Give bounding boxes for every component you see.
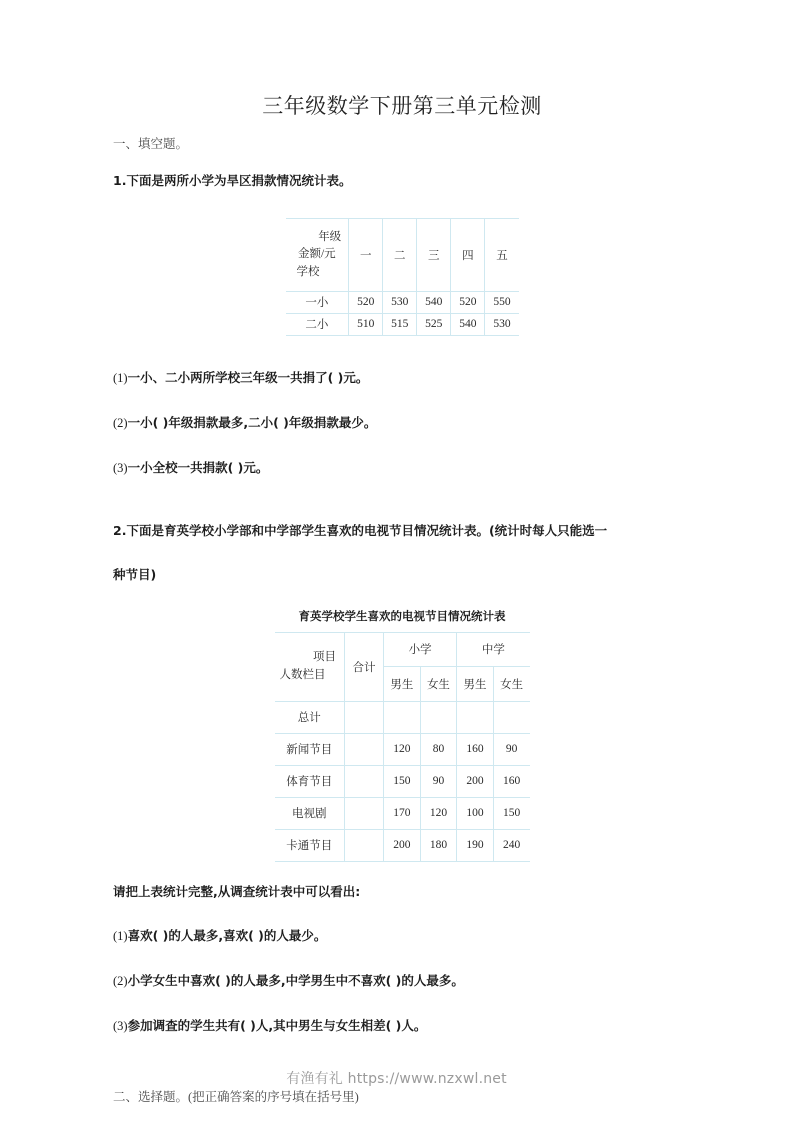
tv-total-cell: [345, 829, 384, 861]
tv-data-cell: 90: [493, 733, 529, 765]
tv-data-cell: 180: [420, 829, 457, 861]
table-row: [286, 291, 519, 313]
table-header-row-top: [275, 632, 530, 667]
corner-count-label: 人数栏目: [279, 668, 326, 681]
tv-total-cell: [345, 797, 384, 829]
donation-cell: 520: [451, 291, 485, 313]
column-header-grade-4: 四: [451, 218, 485, 291]
table-row: [286, 313, 519, 335]
donation-cell: 540: [451, 313, 485, 335]
page-content: [113, 93, 691, 1122]
donation-cell: 525: [417, 313, 451, 335]
column-group-middle: 中学: [457, 632, 530, 667]
row-label-sports: 体育节目: [275, 765, 345, 797]
tv-data-cell: 120: [384, 733, 421, 765]
table-row: [275, 797, 530, 829]
tv-data-cell: 190: [457, 829, 494, 861]
row-label-school-2: 二小: [286, 313, 349, 335]
section-one-heading: 一、填空题。: [113, 137, 189, 152]
tv-data-cell: 150: [493, 797, 529, 829]
question-2-prompt-line-1: 2.下面是育英学校小学部和中学部学生喜欢的电视节目情况统计表。(统计时每人只能选一: [113, 523, 608, 539]
q1-sub-2: [113, 411, 691, 435]
donation-cell: 530: [383, 291, 417, 313]
donations-corner-cell: [286, 218, 349, 291]
table-row: [275, 733, 530, 765]
question-1-prompt: 1.下面是两所小学为旱区捐款情况统计表。: [113, 172, 352, 188]
corner-amount-label: 金额/元: [297, 248, 336, 261]
row-label-school-1: 一小: [286, 291, 349, 313]
donation-cell: 540: [417, 291, 451, 313]
q2-sub-1-num: (1): [113, 928, 128, 943]
corner-grade-label: 年级: [318, 231, 342, 244]
q2-instruction: 请把上表统计完整,从调查统计表中可以看出:: [113, 883, 361, 899]
column-header-grade-5: 五: [485, 218, 519, 291]
donation-cell: 530: [485, 313, 519, 335]
table-row: [275, 765, 530, 797]
tv-table-title: 育英学校学生喜欢的电视节目情况统计表: [298, 608, 506, 623]
row-label-cartoon: 卡通节目: [275, 829, 345, 861]
corner-school-label: 学校: [296, 265, 320, 278]
q2-sub-1-text: 喜欢( )的人最多,喜欢( )的人最少。: [127, 927, 327, 943]
tv-data-cell: 170: [384, 797, 421, 829]
tv-data-cell: [420, 701, 457, 733]
table-header-row: [286, 218, 519, 291]
q1-sub-3: [113, 456, 691, 480]
tv-total-cell: [345, 765, 384, 797]
donation-cell: 550: [485, 291, 519, 313]
tv-data-cell: 200: [384, 829, 421, 861]
question-2-prompt-line-2: 种节目): [113, 567, 157, 583]
q2-sub-2-num: (2): [113, 973, 128, 988]
column-header-grade-3: 三: [417, 218, 451, 291]
tv-data-cell: [384, 701, 421, 733]
corner-item-label: 项目: [313, 650, 337, 663]
column-group-primary: 小学: [384, 632, 457, 667]
spacer: [113, 501, 691, 519]
q2-sub-1: [113, 924, 691, 948]
page-title: 三年级数学下册第三单元检测: [262, 94, 542, 118]
donation-cell: 510: [349, 313, 383, 335]
column-header-grade-2: 二: [383, 218, 417, 291]
row-label-drama: 电视剧: [275, 797, 345, 829]
tv-data-cell: 240: [493, 829, 529, 861]
spacer: [113, 208, 691, 218]
section-two-heading: 二、选择题。(把正确答案的序号填在括号里): [113, 1090, 359, 1105]
tv-data-cell: 160: [493, 765, 529, 797]
donations-table: [286, 218, 519, 336]
q1-sub-3-num: (3): [113, 461, 128, 476]
donation-cell: 520: [349, 291, 383, 313]
spacer: [113, 862, 691, 880]
table-row: [275, 701, 530, 733]
donation-cell: 515: [383, 313, 417, 335]
column-header-middle-boys: 男生: [457, 667, 494, 702]
tv-data-cell: 150: [384, 765, 421, 797]
q2-sub-2: [113, 969, 691, 993]
column-header-primary-boys: 男生: [384, 667, 421, 702]
tv-data-cell: [457, 701, 494, 733]
column-header-grade-1: 一: [349, 218, 383, 291]
tv-data-cell: 80: [420, 733, 457, 765]
tv-data-cell: 100: [457, 797, 494, 829]
row-label-news: 新闻节目: [275, 733, 345, 765]
column-header-total: 合计: [345, 632, 384, 701]
q2-sub-3-text: 参加调查的学生共有( )人,其中男生与女生相差( )人。: [127, 1017, 427, 1033]
q1-sub-3-text: 一小全校一共捐款( )元。: [127, 460, 269, 476]
tv-corner-cell: [275, 632, 345, 701]
tv-data-cell: [493, 701, 529, 733]
tv-data-cell: 90: [420, 765, 457, 797]
q2-sub-3: [113, 1014, 691, 1038]
q2-sub-3-num: (3): [113, 1018, 128, 1033]
q1-sub-1-num: (1): [113, 370, 128, 385]
q1-sub-2-text: 一小( )年级捐款最多,二小( )年级捐款最少。: [127, 415, 377, 431]
column-header-primary-girls: 女生: [420, 667, 457, 702]
tv-total-cell: [345, 733, 384, 765]
donations-table-wrap: [113, 218, 691, 336]
q2-sub-2-text: 小学女生中喜欢( )的人最多,中学男生中不喜欢( )的人最多。: [127, 972, 464, 988]
watermark: 有渔有礼 https://www.nzxwl.net: [286, 1071, 507, 1087]
q1-sub-1: [113, 366, 691, 390]
tv-data-cell: 120: [420, 797, 457, 829]
tv-table-wrap: [113, 632, 691, 862]
tv-data-cell: 160: [457, 733, 494, 765]
spacer: [113, 336, 691, 366]
tv-table: [275, 632, 530, 862]
tv-data-cell: 200: [457, 765, 494, 797]
tv-total-cell: [345, 701, 384, 733]
table-row: [275, 829, 530, 861]
q1-sub-2-num: (2): [113, 416, 128, 431]
row-label-total: 总计: [275, 701, 345, 733]
column-header-middle-girls: 女生: [493, 667, 529, 702]
q1-sub-1-text: 一小、二小两所学校三年级一共捐了( )元。: [127, 369, 369, 385]
